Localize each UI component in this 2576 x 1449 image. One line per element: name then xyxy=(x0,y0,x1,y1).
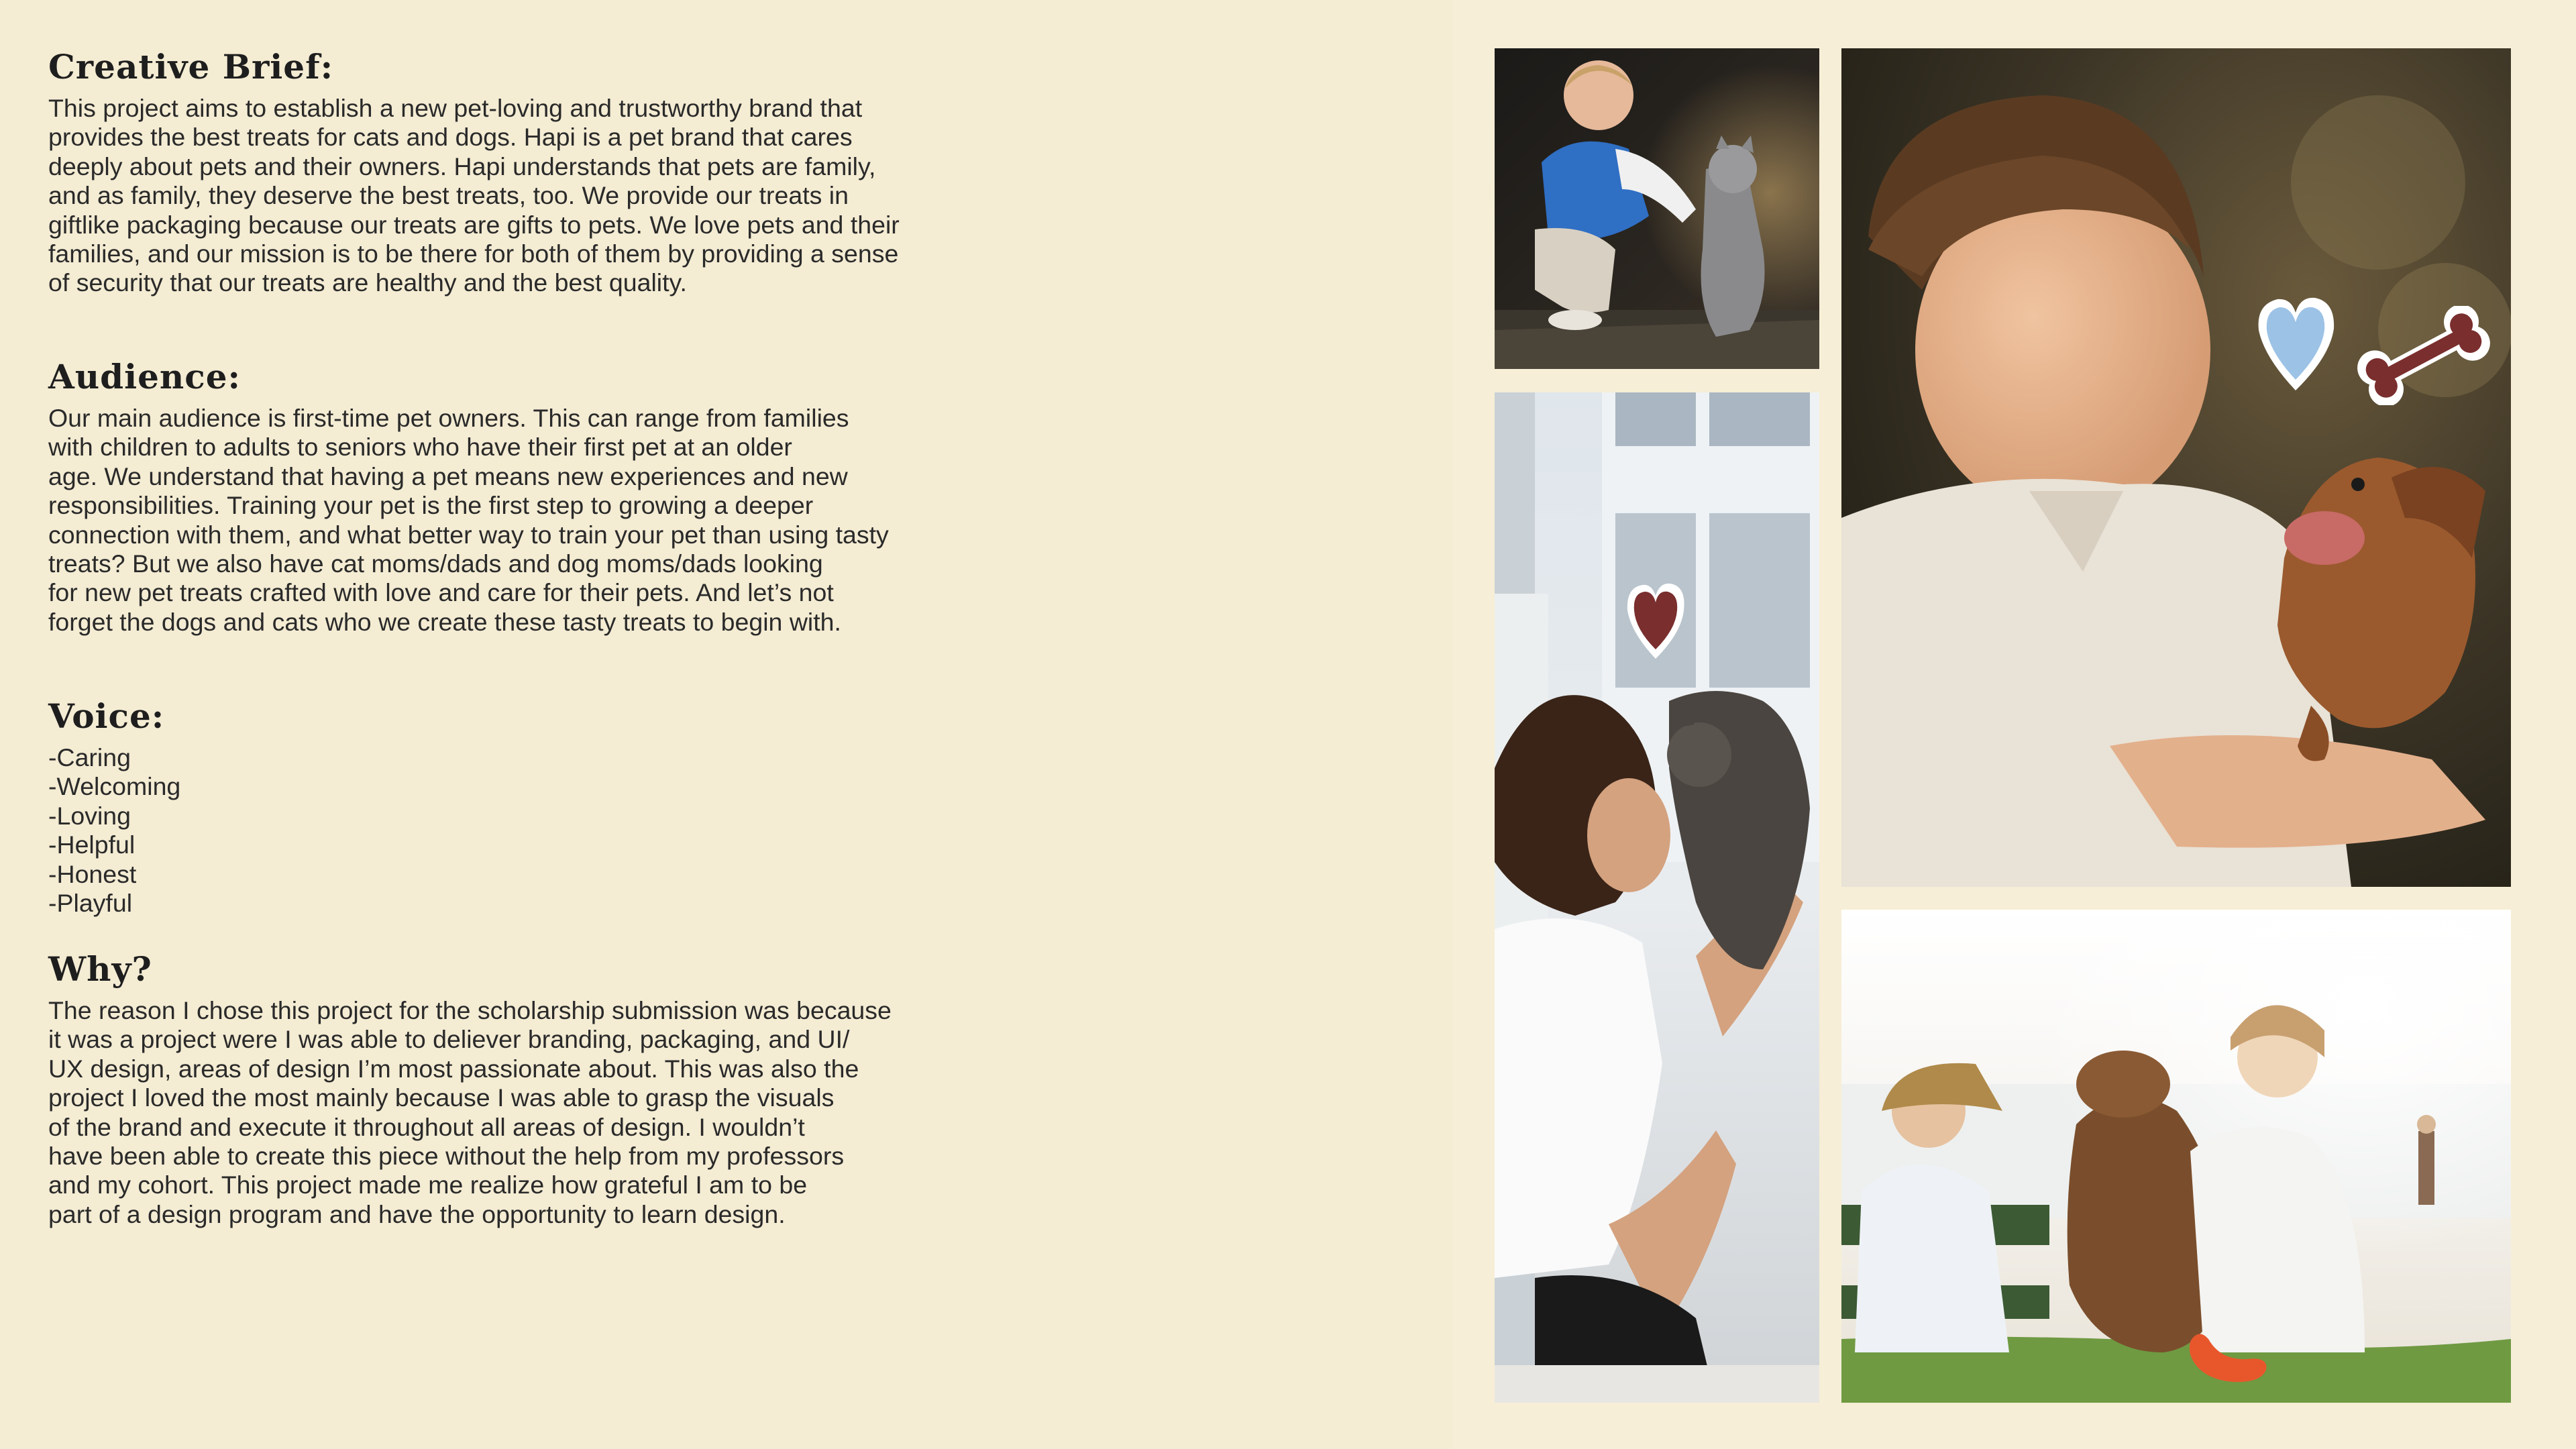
toddler-cat-photo-icon xyxy=(1495,48,1819,369)
bone-icon xyxy=(2353,306,2494,405)
audience-section xyxy=(48,357,889,637)
orange-blob-icon xyxy=(2186,1327,2273,1386)
photo-woman-kissing-cat xyxy=(1495,392,1819,1403)
beach-dog-photo-icon xyxy=(1841,910,2511,1403)
voice-item: -Loving xyxy=(48,801,131,830)
voice-item: -Caring xyxy=(48,743,131,771)
voice-heading: Voice: xyxy=(48,696,165,736)
audience-body: Our main audience is first-time pet owners. This can range from families with children to adults to seniors who have their first pet at an older age. We understand that having a pet means new experiences and new responsibilities. Training your pet is the first step to growing a deeper connection with them, and what better way to train your pet than using tasty treats? But we also have cat moms/dads and dog moms/dads looking for new pet treats crafted with love and care for their pets. And let’s not forget the dogs and cats who we create these tasty treats to begin with. xyxy=(48,404,889,636)
audience-heading: Audience: xyxy=(48,357,241,396)
blue-heart-icon xyxy=(2251,290,2341,396)
why-body: The reason I chose this project for the scholarship submission was because it was a project were I was able to deliever branding, packaging, and UI/ UX design, areas of design I’m most passionate about. This was also the project I loved the most mainly because I was able to grasp the visuals of the brand and execute it throughout all areas of design. I wouldn’t have been able to create this piece without the help from my professors and my cohort. This project made me realize how grateful I am to be part of a design program and have the opportunity to learn design. xyxy=(48,996,892,1228)
voice-section xyxy=(48,696,180,918)
voice-list xyxy=(48,743,180,918)
why-heading: Why? xyxy=(48,949,152,989)
photo-toddler-with-cat xyxy=(1495,48,1819,369)
photo-people-with-dog-at-beach xyxy=(1841,910,2511,1403)
boy-puppy-photo-icon xyxy=(1841,48,2511,887)
why-section xyxy=(48,949,892,1229)
creative-brief-heading: Creative Brief: xyxy=(48,47,334,87)
photo-boy-holding-puppy xyxy=(1841,48,2511,887)
creative-brief-body: This project aims to establish a new pet-loving and trustworthy brand that provides the best treats for cats and dogs. Hapi is a pet brand that cares deeply about pets and their owners. Hapi understands that pets are family, and as family, they deserve the best treats, too. We provide our treats in giftlike packaging because our treats are gifts to pets. We love pets and their families, and our mission is to be there for both of them by providing a sense of security that our treats are healthy and the best quality. xyxy=(48,94,900,297)
creative-brief-section xyxy=(48,47,900,298)
woman-cat-photo-icon xyxy=(1495,392,1819,1403)
voice-item: -Welcoming xyxy=(48,772,181,801)
voice-item: -Helpful xyxy=(48,830,136,859)
voice-item: -Honest xyxy=(48,859,137,888)
voice-item: -Playful xyxy=(48,889,133,918)
maroon-heart-icon xyxy=(1622,577,1689,663)
